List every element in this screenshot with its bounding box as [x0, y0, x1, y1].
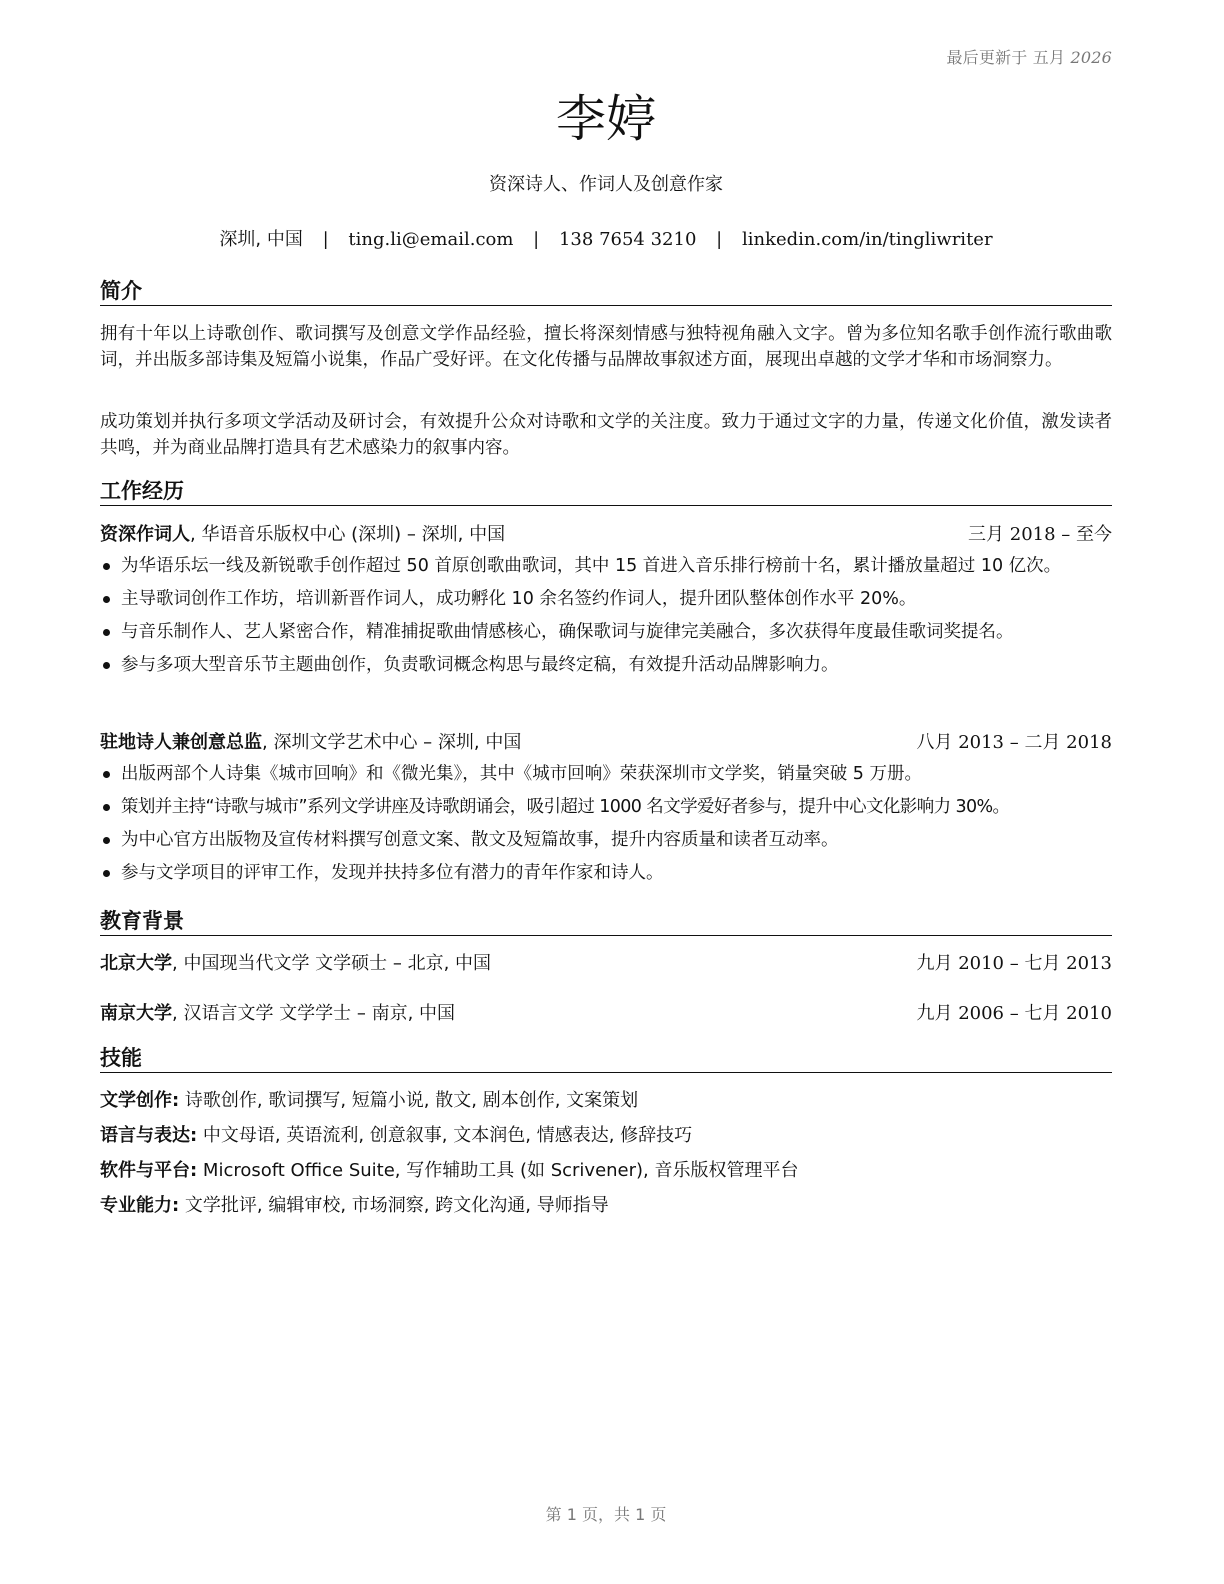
list-item: 为中心官方出版物及宣传材料撰写创意文案、散文及短篇故事，提升内容质量和读者互动率。	[100, 827, 1112, 853]
list-item: 为华语乐坛一线及新锐歌手创作超过 50 首原创歌曲歌词，其中 15 首进入音乐排行榜前十名，累计播放量超过 10 亿次。	[100, 553, 1112, 579]
skill-value: 中文母语, 英语流利, 创意叙事, 文本润色, 情感表达, 修辞技巧	[197, 1125, 693, 1146]
contact-phone: 138 7654 3210	[558, 229, 697, 250]
education-school: 北京大学	[100, 953, 172, 974]
education-line	[100, 952, 491, 976]
job-org: , 深圳文学艺术中心 – 深圳, 中国	[262, 732, 522, 753]
last-updated	[946, 45, 1112, 68]
skill-value: 文学批评, 编辑审校, 市场洞察, 跨文化沟通, 导师指导	[179, 1195, 609, 1216]
contact-line	[100, 225, 1112, 251]
skill-label: 文学创作:	[100, 1090, 180, 1111]
resume-page	[100, 0, 1112, 1584]
candidate-subtitle: 资深诗人、作词人及创意作家	[489, 174, 723, 195]
skill-value: 诗歌创作, 歌词撰写, 短篇小说, 散文, 剧本创作, 文案策划	[179, 1090, 639, 1111]
last-updated-year: 2026	[1070, 48, 1112, 67]
list-item: 策划并主持“诗歌与城市”系列文学讲座及诗歌朗诵会，吸引超过 1000 名文学爱好者参与，提升中心文化影响力 30%。	[100, 794, 1112, 820]
contact-separator: |	[322, 229, 329, 250]
job-title: 资深作词人	[100, 524, 190, 545]
contact-separator: |	[716, 229, 723, 250]
last-updated-prefix: 最后更新于 五月	[946, 48, 1066, 67]
job-title-line	[100, 731, 521, 755]
list-item: 与音乐制作人、艺人紧密合作，精准捕捉歌曲情感核心，确保歌词与旋律完美融合，多次获得年度最佳歌词奖提名。	[100, 619, 1112, 645]
skill-value: Microsoft Office Suite, 写作辅助工具 (如 Scrivener), 音乐版权管理平台	[197, 1160, 799, 1181]
section-heading-education: 教育背景	[100, 908, 1112, 936]
education-line	[100, 1002, 455, 1026]
education-detail: , 中国现当代文学 文学硕士 – 北京, 中国	[172, 953, 492, 974]
job-dates: 八月 2013 – 二月 2018	[916, 732, 1112, 753]
job-dates: 三月 2018 – 至今	[968, 524, 1112, 545]
list-item: 参与多项大型音乐节主题曲创作，负责歌词概念构思与最终定稿，有效提升活动品牌影响力。	[100, 652, 1112, 678]
job-bullets	[100, 553, 1112, 685]
contact-linkedin[interactable]: linkedin.com/in/tingliwriter	[741, 229, 993, 250]
section-heading-summary: 简介	[100, 278, 1112, 306]
contact-email[interactable]: ting.li@email.com	[348, 229, 514, 250]
job-org: , 华语音乐版权中心 (深圳) – 深圳, 中国	[190, 524, 506, 545]
job-title-line	[100, 523, 505, 547]
page-footer: 第 1 页，共 1 页	[545, 1505, 667, 1524]
education-school: 南京大学	[100, 1003, 172, 1024]
summary-paragraph: 成功策划并执行多项文学活动及研讨会，有效提升公众对诗歌和文学的关注度。致力于通过文字的力量，传递文化价值，激发读者共鸣，并为商业品牌打造具有艺术感染力的叙事内容。	[100, 412, 1112, 458]
section-heading-skills: 技能	[100, 1045, 1112, 1073]
skill-label: 专业能力:	[100, 1195, 180, 1216]
section-heading-experience: 工作经历	[100, 478, 1112, 506]
contact-location: 深圳, 中国	[219, 229, 303, 250]
skill-label: 软件与平台:	[100, 1160, 198, 1181]
skill-label: 语言与表达:	[100, 1125, 198, 1146]
summary-paragraph: 拥有十年以上诗歌创作、歌词撰写及创意文学作品经验，擅长将深刻情感与独特视角融入文字。曾为多位知名歌手创作流行歌曲歌词，并出版多部诗集及短篇小说集，作品广受好评。在文化传播与品牌故事叙述方面，展现出卓越的文学才华和市场洞察力。	[100, 324, 1112, 370]
list-item: 主导歌词创作工作坊，培训新晋作词人，成功孵化 10 余名签约作词人，提升团队整体创作水平 20%。	[100, 586, 1112, 612]
job-bullets	[100, 761, 1112, 893]
skill-row	[100, 1158, 1112, 1184]
contact-separator: |	[533, 229, 540, 250]
education-dates: 九月 2006 – 七月 2010	[916, 1003, 1112, 1024]
job-title: 驻地诗人兼创意总监	[100, 732, 262, 753]
candidate-name: 李婷	[556, 90, 656, 148]
skill-row	[100, 1193, 1112, 1219]
list-item: 参与文学项目的评审工作，发现并扶持多位有潜力的青年作家和诗人。	[100, 860, 1112, 886]
skill-row	[100, 1088, 1112, 1114]
education-dates: 九月 2010 – 七月 2013	[916, 953, 1112, 974]
list-item: 出版两部个人诗集《城市回响》和《微光集》，其中《城市回响》荣获深圳市文学奖，销量突破 5 万册。	[100, 761, 1112, 787]
education-detail: , 汉语言文学 文学学士 – 南京, 中国	[172, 1003, 456, 1024]
skill-row	[100, 1123, 1112, 1149]
